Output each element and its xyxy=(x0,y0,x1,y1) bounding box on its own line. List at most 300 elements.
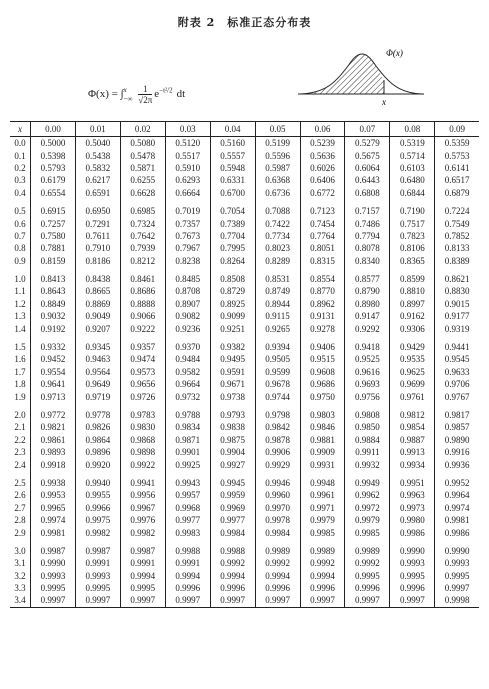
table-cell: 0.9940 xyxy=(75,471,120,489)
table-cell: 0.9406 xyxy=(300,335,345,353)
table-cell: 0.8438 xyxy=(75,267,120,285)
table-cell: 0.9817 xyxy=(435,403,479,421)
table-cell: 0.8023 xyxy=(255,242,300,254)
table-cell: 0.8749 xyxy=(255,285,300,297)
table-cell: 0.8577 xyxy=(345,267,390,285)
table-cell: 0.9974 xyxy=(31,514,76,526)
table-cell: 0.6255 xyxy=(120,174,165,186)
table-cell: 0.8621 xyxy=(435,267,479,285)
table-row xyxy=(10,471,479,489)
row-label-x: 0.6 xyxy=(14,218,26,229)
table-cell: 0.9984 xyxy=(255,526,300,538)
table-cell: 0.9927 xyxy=(210,458,255,470)
formula-numerator: 1 xyxy=(138,84,152,95)
table-cell: 0.9981 xyxy=(31,526,76,538)
table-cell: 0.9932 xyxy=(345,458,390,470)
table-cell: 0.8133 xyxy=(435,242,479,254)
table-cell: 0.5000 xyxy=(31,137,76,150)
table-cell: 0.9761 xyxy=(390,390,435,402)
table-row xyxy=(10,434,479,446)
table-cell: 0.9990 xyxy=(31,557,76,569)
table-cell: 0.9678 xyxy=(255,378,300,390)
table-cell: 0.9890 xyxy=(435,434,479,446)
table-cell: 0.9744 xyxy=(255,390,300,402)
table-cell: 0.9995 xyxy=(345,570,390,582)
table-cell: 0.9808 xyxy=(345,403,390,421)
row-label-x: 1.9 xyxy=(14,391,26,402)
table-row xyxy=(10,403,479,421)
table-cell: 0.8944 xyxy=(255,298,300,310)
curve-phi-label: Φ(x) xyxy=(386,48,403,58)
table-cell: 0.9854 xyxy=(390,421,435,433)
table-cell: 0.9986 xyxy=(390,526,435,538)
table-cell: 0.8980 xyxy=(345,298,390,310)
table-cell: 0.5438 xyxy=(75,149,120,161)
table-cell: 0.9850 xyxy=(345,421,390,433)
table-cell: 0.6217 xyxy=(75,174,120,186)
table-cell: 0.9616 xyxy=(345,366,390,378)
table-cell: 0.9525 xyxy=(345,353,390,365)
table-cell: 0.9992 xyxy=(345,557,390,569)
row-label-x: 2.7 xyxy=(14,502,26,513)
table-cell: 0.7389 xyxy=(210,217,255,229)
column-header: 0.07 xyxy=(345,122,390,137)
table-cell: 0.9975 xyxy=(75,514,120,526)
column-header: 0.05 xyxy=(255,122,300,137)
table-cell: 0.9909 xyxy=(300,446,345,458)
table-cell: 0.9649 xyxy=(75,378,120,390)
table-cell: 0.9977 xyxy=(165,514,210,526)
table-cell: 0.9452 xyxy=(31,353,76,365)
table-cell: 0.9554 xyxy=(31,366,76,378)
table-cell: 0.7324 xyxy=(120,217,165,229)
table-cell: 0.9993 xyxy=(435,557,479,569)
formula-lhs: Φ(x) = ∫ xyxy=(88,88,124,101)
row-label-x: 1.8 xyxy=(14,379,26,390)
table-cell: 0.9861 xyxy=(31,434,76,446)
table-cell: 0.9278 xyxy=(300,322,345,334)
table-cell: 0.9370 xyxy=(165,335,210,353)
table-cell: 0.8413 xyxy=(31,267,76,285)
table-cell: 0.9625 xyxy=(390,366,435,378)
column-header: 0.08 xyxy=(390,122,435,137)
table-cell: 0.6591 xyxy=(75,187,120,199)
row-label-x: 1.7 xyxy=(14,366,26,377)
table-cell: 0.6985 xyxy=(120,199,165,217)
table-cell: 0.6406 xyxy=(300,174,345,186)
table-cell: 0.9990 xyxy=(390,539,435,557)
row-label-x: 0.2 xyxy=(14,162,26,173)
table-cell: 0.9082 xyxy=(165,310,210,322)
row-label-x: 1.4 xyxy=(14,323,26,334)
table-cell: 0.5636 xyxy=(300,149,345,161)
table-cell: 0.9977 xyxy=(210,514,255,526)
table-cell: 0.6700 xyxy=(210,187,255,199)
table-cell: 0.5080 xyxy=(120,137,165,150)
table-cell: 0.8599 xyxy=(390,267,435,285)
table-row xyxy=(10,255,479,267)
table-cell: 0.5871 xyxy=(120,162,165,174)
table-cell: 0.8051 xyxy=(300,242,345,254)
table-cell: 0.9995 xyxy=(31,582,76,594)
table-cell: 0.5753 xyxy=(435,149,479,161)
table-cell: 0.9925 xyxy=(165,458,210,470)
table-cell: 0.9871 xyxy=(165,434,210,446)
table-cell: 0.7642 xyxy=(120,230,165,242)
row-label-x: 0.7 xyxy=(14,230,26,241)
table-row xyxy=(10,199,479,217)
table-cell: 0.9920 xyxy=(75,458,120,470)
table-cell: 0.9875 xyxy=(210,434,255,446)
table-cell: 0.9901 xyxy=(165,446,210,458)
table-cell: 0.9995 xyxy=(120,582,165,594)
table-cell: 0.9463 xyxy=(75,353,120,365)
table-cell: 0.9968 xyxy=(165,502,210,514)
row-label-x: 1.1 xyxy=(14,286,26,297)
table-cell: 0.9966 xyxy=(75,502,120,514)
table-cell: 0.7967 xyxy=(165,242,210,254)
table-cell: 0.7823 xyxy=(390,230,435,242)
table-row xyxy=(10,489,479,501)
table-cell: 0.9964 xyxy=(435,489,479,501)
table-cell: 0.7704 xyxy=(210,230,255,242)
table-cell: 0.9582 xyxy=(165,366,210,378)
table-cell: 0.9931 xyxy=(300,458,345,470)
table-cell: 0.9988 xyxy=(210,539,255,557)
table-cell: 0.7190 xyxy=(390,199,435,217)
table-cell: 0.9973 xyxy=(390,502,435,514)
table-cell: 0.9192 xyxy=(31,322,76,334)
table-row xyxy=(10,137,479,150)
table-cell: 0.9857 xyxy=(435,421,479,433)
table-cell: 0.9943 xyxy=(165,471,210,489)
table-cell: 0.9664 xyxy=(165,378,210,390)
table-cell: 0.9738 xyxy=(210,390,255,402)
table-cell: 0.9995 xyxy=(75,582,120,594)
table-cell: 0.9988 xyxy=(165,539,210,557)
table-cell: 0.8485 xyxy=(165,267,210,285)
table-cell: 0.9997 xyxy=(165,594,210,607)
normal-distribution-table xyxy=(10,121,479,608)
row-label-x: 3.0 xyxy=(14,545,26,556)
table-row xyxy=(10,378,479,390)
table-cell: 0.5517 xyxy=(165,149,210,161)
row-label-x: 0.4 xyxy=(14,187,26,198)
table-row xyxy=(10,366,479,378)
column-header: 0.09 xyxy=(435,122,479,137)
table-cell: 0.9222 xyxy=(120,322,165,334)
row-label-x: 3.3 xyxy=(14,583,26,594)
table-cell: 0.9982 xyxy=(75,526,120,538)
table-cell: 0.9989 xyxy=(255,539,300,557)
table-cell: 0.9996 xyxy=(210,582,255,594)
table-cell: 0.8106 xyxy=(390,242,435,254)
table-cell: 0.9951 xyxy=(390,471,435,489)
table-cell: 0.7357 xyxy=(165,217,210,229)
table-cell: 0.9633 xyxy=(435,366,479,378)
table-header-row xyxy=(10,122,479,137)
table-cell: 0.9962 xyxy=(345,489,390,501)
table-cell: 0.9699 xyxy=(390,378,435,390)
table-cell: 0.9938 xyxy=(31,471,76,489)
table-cell: 0.9767 xyxy=(435,390,479,402)
row-label-x: 3.4 xyxy=(10,594,31,607)
table-cell: 0.5160 xyxy=(210,137,255,150)
table-cell: 0.9573 xyxy=(120,366,165,378)
table-row xyxy=(10,570,479,582)
table-cell: 0.8508 xyxy=(210,267,255,285)
table-cell: 0.9994 xyxy=(210,570,255,582)
table-cell: 0.6736 xyxy=(255,187,300,199)
table-cell: 0.9993 xyxy=(75,570,120,582)
table-cell: 0.9345 xyxy=(75,335,120,353)
table-cell: 0.9994 xyxy=(300,570,345,582)
table-cell: 0.5040 xyxy=(75,137,120,150)
table-cell: 0.9992 xyxy=(255,557,300,569)
page-title: 附表 2 标准正态分布表 xyxy=(177,16,312,29)
table-cell: 0.9162 xyxy=(390,310,435,322)
table-cell: 0.9868 xyxy=(120,434,165,446)
table-cell: 0.8849 xyxy=(31,298,76,310)
table-cell: 0.9834 xyxy=(165,421,210,433)
table-cell: 0.9887 xyxy=(390,434,435,446)
row-label-x: 1.0 xyxy=(14,274,26,285)
table-cell: 0.8554 xyxy=(300,267,345,285)
table-cell: 0.5714 xyxy=(390,149,435,161)
table-cell: 0.9996 xyxy=(300,582,345,594)
table-cell: 0.9147 xyxy=(345,310,390,322)
table-cell: 0.9987 xyxy=(75,539,120,557)
table-cell: 0.9980 xyxy=(390,514,435,526)
table-cell: 0.7881 xyxy=(31,242,76,254)
table-cell: 0.9984 xyxy=(210,526,255,538)
table-cell: 0.9772 xyxy=(31,403,76,421)
formula-exp: e xyxy=(154,88,160,101)
table-cell: 0.9693 xyxy=(345,378,390,390)
table-cell: 0.6141 xyxy=(435,162,479,174)
table-cell: 0.7454 xyxy=(300,217,345,229)
formula-lower-limit: −∞ xyxy=(123,94,133,103)
row-label-x: 0.1 xyxy=(14,150,26,161)
table-cell: 0.9979 xyxy=(300,514,345,526)
table-cell: 0.9418 xyxy=(345,335,390,353)
table-cell: 0.9971 xyxy=(300,502,345,514)
table-cell: 0.9429 xyxy=(390,335,435,353)
table-cell: 0.9608 xyxy=(300,366,345,378)
table-cell: 0.9049 xyxy=(75,310,120,322)
table-cell: 0.9881 xyxy=(300,434,345,446)
table-cell: 0.9998 xyxy=(435,594,479,607)
table-cell: 0.9985 xyxy=(345,526,390,538)
table-cell: 0.8212 xyxy=(120,255,165,267)
table-row xyxy=(10,267,479,285)
table-cell: 0.9713 xyxy=(31,390,76,402)
table-cell: 0.5675 xyxy=(345,149,390,161)
table-cell: 0.8810 xyxy=(390,285,435,297)
formula-denominator: √2π xyxy=(138,95,153,105)
row-label-x: 3.2 xyxy=(14,570,26,581)
table-cell: 0.9990 xyxy=(435,539,479,557)
table-cell: 0.8531 xyxy=(255,267,300,285)
table-cell: 0.9505 xyxy=(255,353,300,365)
table-cell: 0.6368 xyxy=(255,174,300,186)
table-cell: 0.6293 xyxy=(165,174,210,186)
table-cell: 0.7486 xyxy=(345,217,390,229)
table-cell: 0.9535 xyxy=(390,353,435,365)
table-cell: 0.9992 xyxy=(300,557,345,569)
row-label-x: 2.1 xyxy=(14,422,26,433)
table-cell: 0.9474 xyxy=(120,353,165,365)
table-cell: 0.7257 xyxy=(31,217,76,229)
formula-upper-limit: x xyxy=(123,85,127,94)
table-cell: 0.8159 xyxy=(31,255,76,267)
table-cell: 0.9997 xyxy=(300,594,345,607)
table-cell: 0.8729 xyxy=(210,285,255,297)
table-cell: 0.9846 xyxy=(300,421,345,433)
column-header: 0.00 xyxy=(31,122,76,137)
table-cell: 0.8289 xyxy=(255,255,300,267)
row-label-x: 1.5 xyxy=(14,342,26,353)
table-cell: 0.9989 xyxy=(345,539,390,557)
normal-curve-figure xyxy=(296,44,426,108)
table-cell: 0.5239 xyxy=(300,137,345,150)
table-cell: 0.9515 xyxy=(300,353,345,365)
table-row xyxy=(10,390,479,402)
table-row xyxy=(10,446,479,458)
table-cell: 0.9441 xyxy=(435,335,479,353)
table-cell: 0.7088 xyxy=(255,199,300,217)
table-cell: 0.9952 xyxy=(435,471,479,489)
table-cell: 0.6772 xyxy=(300,187,345,199)
table-cell: 0.8078 xyxy=(345,242,390,254)
table-cell: 0.9957 xyxy=(165,489,210,501)
table-row xyxy=(10,539,479,557)
table-cell: 0.9115 xyxy=(255,310,300,322)
table-cell: 0.7123 xyxy=(300,199,345,217)
table-cell: 0.9982 xyxy=(120,526,165,538)
table-cell: 0.8770 xyxy=(300,285,345,297)
table-cell: 0.5832 xyxy=(75,162,120,174)
table-row xyxy=(10,335,479,353)
table-cell: 0.8365 xyxy=(390,255,435,267)
table-cell: 0.9545 xyxy=(435,353,479,365)
table-cell: 0.9812 xyxy=(390,403,435,421)
table-cell: 0.9987 xyxy=(120,539,165,557)
table-cell: 0.9599 xyxy=(255,366,300,378)
table-cell: 0.9922 xyxy=(120,458,165,470)
table-cell: 0.9997 xyxy=(345,594,390,607)
table-cell: 0.9177 xyxy=(435,310,479,322)
table-cell: 0.9788 xyxy=(165,403,210,421)
cdf-formula xyxy=(88,84,185,105)
table-cell: 0.7054 xyxy=(210,199,255,217)
row-label-x: 1.3 xyxy=(14,311,26,322)
table-cell: 0.9986 xyxy=(435,526,479,538)
table-cell: 0.9826 xyxy=(75,421,120,433)
row-label-x: 2.9 xyxy=(14,527,26,538)
table-cell: 0.7580 xyxy=(31,230,76,242)
table-cell: 0.9970 xyxy=(255,502,300,514)
row-label-x: 1.2 xyxy=(14,298,26,309)
column-header: 0.02 xyxy=(120,122,165,137)
table-cell: 0.9965 xyxy=(31,502,76,514)
table-cell: 0.8238 xyxy=(165,255,210,267)
table-cell: 0.9995 xyxy=(390,570,435,582)
table-cell: 0.9918 xyxy=(31,458,76,470)
table-cell: 0.9945 xyxy=(210,471,255,489)
table-cell: 0.8925 xyxy=(210,298,255,310)
table-cell: 0.9991 xyxy=(165,557,210,569)
table-cell: 0.9778 xyxy=(75,403,120,421)
table-cell: 0.9934 xyxy=(390,458,435,470)
table-cell: 0.5120 xyxy=(165,137,210,150)
table-cell: 0.9929 xyxy=(255,458,300,470)
table-cell: 0.8264 xyxy=(210,255,255,267)
table-cell: 0.9972 xyxy=(345,502,390,514)
table-cell: 0.9996 xyxy=(345,582,390,594)
table-cell: 0.9992 xyxy=(210,557,255,569)
table-cell: 0.5910 xyxy=(165,162,210,174)
table-cell: 0.7224 xyxy=(435,199,479,217)
table-cell: 0.9981 xyxy=(435,514,479,526)
table-cell: 0.9997 xyxy=(435,582,479,594)
table-cell: 0.5319 xyxy=(390,137,435,150)
table-cell: 0.9946 xyxy=(255,471,300,489)
table-cell: 0.9898 xyxy=(120,446,165,458)
table-cell: 0.9884 xyxy=(345,434,390,446)
table-row xyxy=(10,230,479,242)
table-cell: 0.9750 xyxy=(300,390,345,402)
table-cell: 0.9131 xyxy=(300,310,345,322)
table-cell: 0.5557 xyxy=(210,149,255,161)
table-row xyxy=(10,285,479,297)
table-cell: 0.9656 xyxy=(120,378,165,390)
table-cell: 0.9906 xyxy=(255,446,300,458)
table-cell: 0.9996 xyxy=(255,582,300,594)
table-cell: 0.9686 xyxy=(300,378,345,390)
table-cell: 0.9332 xyxy=(31,335,76,353)
table-cell: 0.9956 xyxy=(120,489,165,501)
table-cell: 0.9949 xyxy=(345,471,390,489)
table-cell: 0.9969 xyxy=(210,502,255,514)
table-cell: 0.7794 xyxy=(345,230,390,242)
table-cell: 0.9830 xyxy=(120,421,165,433)
table-cell: 0.9319 xyxy=(435,322,479,334)
table-cell: 0.7549 xyxy=(435,217,479,229)
row-label-x: 0.8 xyxy=(14,243,26,254)
table-row xyxy=(10,594,479,607)
table-cell: 0.7764 xyxy=(300,230,345,242)
table-cell: 0.7995 xyxy=(210,242,255,254)
table-cell: 0.9032 xyxy=(31,310,76,322)
table-cell: 0.6331 xyxy=(210,174,255,186)
row-label-x: 0.0 xyxy=(14,138,26,149)
table-cell: 0.9963 xyxy=(390,489,435,501)
column-header-x: x xyxy=(10,122,31,137)
row-label-x: 3.1 xyxy=(14,558,26,569)
table-cell: 0.8997 xyxy=(390,298,435,310)
column-header: 0.01 xyxy=(75,122,120,137)
table-cell: 0.8389 xyxy=(435,255,479,267)
formula-dt: dt xyxy=(176,88,186,101)
table-row xyxy=(10,187,479,199)
table-cell: 0.6554 xyxy=(31,187,76,199)
table-cell: 0.6443 xyxy=(345,174,390,186)
row-label-x: 2.5 xyxy=(14,477,26,488)
table-row xyxy=(10,162,479,174)
column-header: 0.06 xyxy=(300,122,345,137)
table-cell: 0.9989 xyxy=(300,539,345,557)
